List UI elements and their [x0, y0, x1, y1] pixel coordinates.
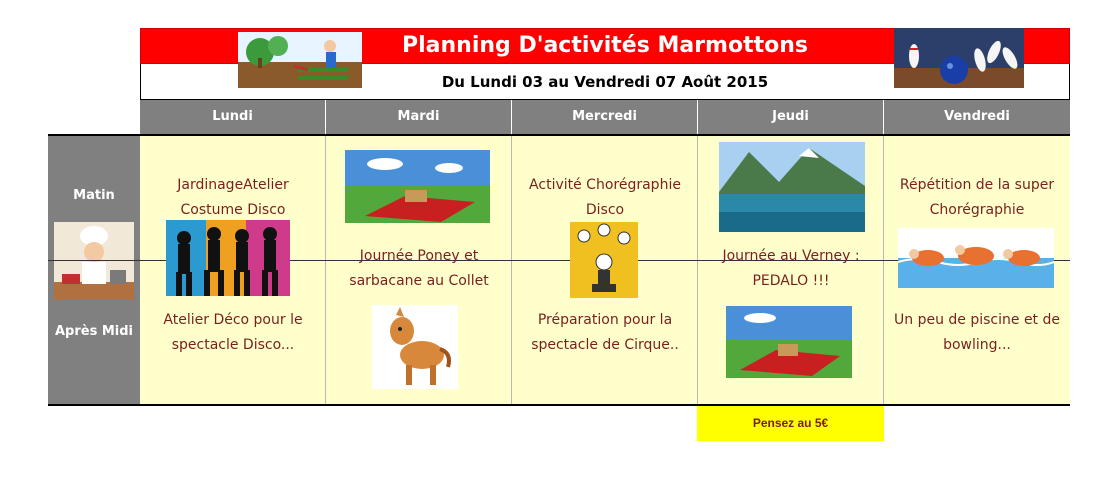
- note-text: Pensez au 5€: [752, 416, 829, 430]
- activity-jeudi: Journée au Verney : PEDALO !!!: [722, 248, 860, 289]
- page-title: Planning D'activités Marmottons: [402, 33, 808, 58]
- garden-image: [238, 32, 362, 88]
- activity-mercredi-morning: Activité Chorégraphie Disco: [529, 177, 681, 218]
- picnic-image: [345, 150, 490, 223]
- pony-image: [372, 305, 458, 389]
- day-header-mardi: Mardi: [326, 100, 512, 134]
- day-header-jeudi: Jeudi: [698, 100, 884, 134]
- disco-dancers-image: [166, 220, 290, 296]
- afternoon-label: Après Midi: [54, 324, 133, 339]
- lake-image: [719, 142, 865, 232]
- activity-mercredi-afternoon: Préparation pour la spectacle de Cirque..: [531, 312, 679, 353]
- day-header-lundi: Lundi: [140, 100, 326, 134]
- grid-bottom-line: [48, 404, 1070, 406]
- page-subtitle: Du Lundi 03 au Vendredi 07 Août 2015: [441, 73, 769, 91]
- juggler-image: [570, 222, 638, 298]
- day-header-mercredi: Mercredi: [512, 100, 698, 134]
- activity-lundi-morning: JardinageAtelier Costume Disco: [177, 177, 289, 218]
- day-header-vendredi: Vendredi: [884, 100, 1070, 134]
- activity-mardi: Journée Poney et sarbacane au Collet: [349, 248, 489, 289]
- grid-top-line: [48, 134, 1070, 136]
- activity-vendredi-afternoon: Un peu de piscine et de bowling...: [894, 312, 1060, 353]
- activity-lundi-afternoon: Atelier Déco pour le spectacle Disco...: [163, 312, 303, 353]
- swimming-image: [898, 228, 1054, 288]
- picnic-image: [726, 306, 852, 378]
- chef-image: [54, 222, 134, 300]
- morning-label: Matin: [73, 188, 115, 203]
- activity-vendredi-morning: Répétition de la super Chorégraphie: [899, 177, 1055, 218]
- bowling-image: [894, 28, 1024, 88]
